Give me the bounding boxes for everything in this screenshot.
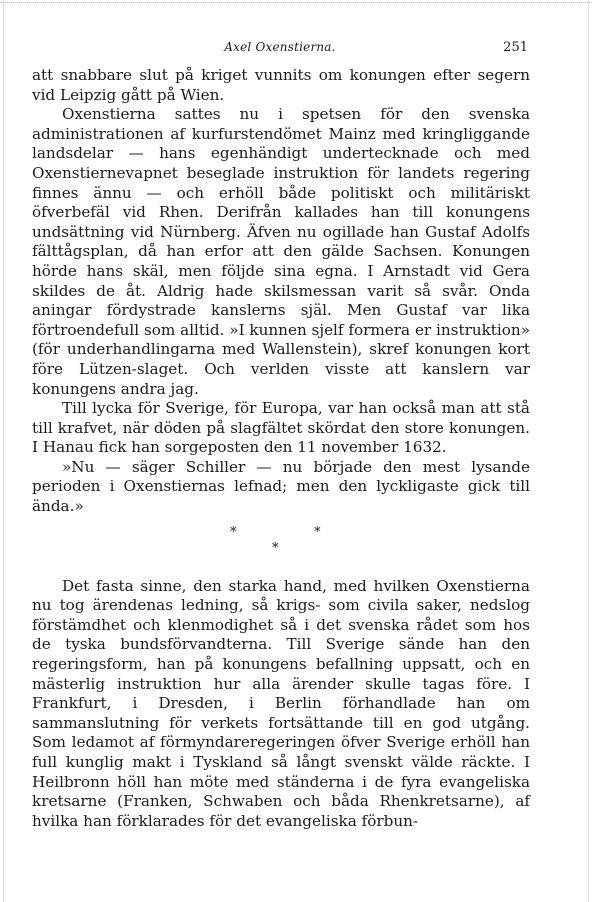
paragraph-administration: Oxenstierna sattes nu i spetsen för den svenska administrationen af kurfurstendömet Mainz med kringliggande landsdelar — hans egenhändigt undertecknade och med Oxenstiernevapnet beseglade instruktion för landets regering finnes ännu — och erhöll både politiskt och militäriskt öfverbefäl vid Rhen. Derifrån kallades han till konungens undsättning vid Nürnberg. Äfven nu ogillade han Gustaf Adolfs fälttågsplan, då han erfor att den gälde Sachsen. Konungen hörde hans skäl, men följde sina egna. I Arnstadt vid Gera skildes de åt. Aldrig hade skilsmessan varit så svår. Onda aningar fördystrade kanslerns själ. Men Gustaf var lika förtroendefull som alltid. »I kunnen sjelf formera er instruktion» (för underhandlingarna med Wallenstein), skref konungen kort före Lützen-slaget. Och verlden visste att kanslern var konungens andra jag. [32,105,530,398]
asterism-star: * [230,524,237,540]
running-title: Axel Oxenstierna. [224,40,336,54]
page-number: 251 [503,40,528,55]
paragraph-continued: att snabbare slut på kriget vunnits om konungen efter segern vid Leipzig gått på Wien. [32,66,530,104]
section-break-asterism [32,521,530,567]
body-text [32,66,530,831]
paragraph-schiller-quote: »Nu — säger Schiller — nu började den mest lysande perioden i Oxenstiernas lefnad; men den lyckligaste gick till ända.» [32,457,530,516]
paragraph-regency: Det fasta sinne, den starka hand, med hvilken Oxenstierna nu tog ärendenas ledning, så krigs- som civila saker, nedslog förstämdhet och klenmodighet så i det svenska rådet som hos de tyska bundsförvandterna. Till Sverige sände han den regeringsform, han på konungens befallning uppsatt, och en mästerlig instruktion hur alla ärender skulle tagas före. I Frankfurt, i Dresden, i Berlin förhandlade han om sammanslutning för verkets fortsättande till en god utgång. Som ledamot af förmyndareregeringen öfver Sverige erhöll han full kunglig makt i Tyskland så långt svenskt välde räckte. I Heilbronn höll han möte med ständerna i de fyra evangeliska kretsarne (Franken, Schwaben och båda Rhenkretsarne), af hvilka han förklarades för det evangeliska förbun- [32,576,530,830]
paragraph-hanau: Till lycka för Sverige, för Europa, var han också man att stå till krafvet, när döden på slagfältet skördat den store konungen. I Hanau fick han sorgeposten den 11 november 1632. [32,399,530,457]
page-left-edge [3,0,4,902]
page-top-edge [0,2,592,3]
page-right-edge [588,0,589,902]
asterism-star: * [314,524,321,540]
asterism-star: * [272,540,279,556]
running-head [32,40,528,58]
